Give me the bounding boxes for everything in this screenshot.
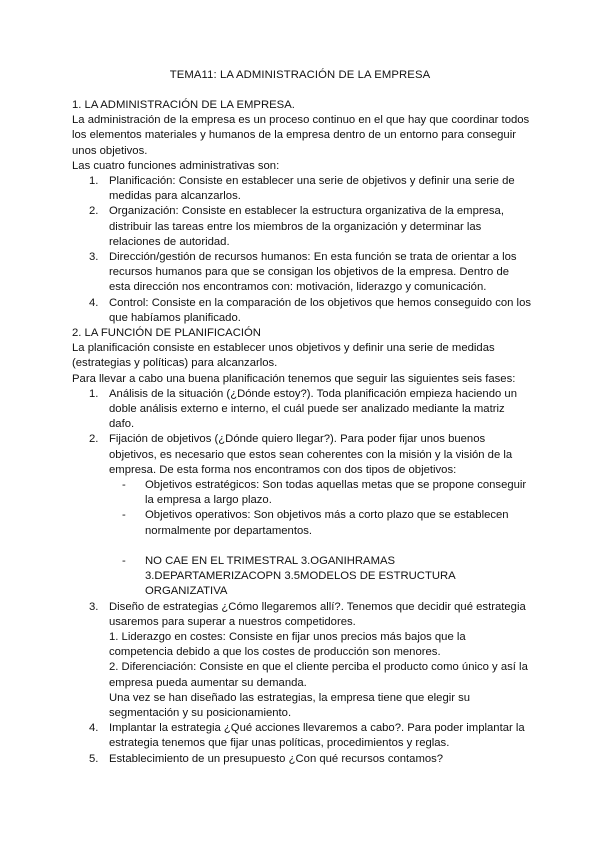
dash-bullet: -	[122, 479, 126, 492]
sub-list-item	[109, 478, 532, 508]
section-1-functions-intro: Las cuatro funciones administrativas son:	[72, 159, 280, 172]
list-item	[72, 432, 532, 599]
section-2-heading: 2. LA FUNCIÓN DE PLANIFICACIÓN	[72, 327, 261, 340]
list-number: 1.	[89, 175, 99, 188]
list-number: 5.	[89, 752, 99, 765]
section-1-list	[72, 174, 532, 326]
section-1-intro: La administración de la empresa es un proceso continuo en el que hay que coordinar todos los elementos materiales y humanos de la empresa dentro de un entorno para conseguir unos objetivos.	[72, 114, 530, 157]
sub-list-text: Objetivos estratégicos: Son todas aquellas metas que se propone conseguir la empresa a largo plazo.	[145, 479, 527, 507]
dash-bullet: -	[122, 554, 126, 567]
list-number: 3.	[89, 251, 99, 264]
list-number: 2.	[89, 433, 99, 446]
strategy-differentiation: 2. Diferenciación: Consiste en que el cliente perciba el producto como único y así la empresa pueda aumentar su demanda.	[109, 661, 528, 689]
list-item	[72, 250, 532, 296]
sub-list-item-note	[109, 554, 532, 600]
list-item	[72, 721, 532, 751]
list-number: 3.	[89, 600, 99, 613]
sub-list-item	[109, 508, 532, 538]
list-text: Implantar la estrategia ¿Qué acciones llevaremos a cabo?. Para poder implantar la estrategia tenemos que fijar unas políticas, procedimientos y reglas.	[109, 722, 525, 750]
list-item	[72, 387, 532, 433]
list-number: 4.	[89, 296, 99, 309]
list-text: Establecimiento de un presupuesto ¿Con qué recursos contamos?	[109, 752, 444, 765]
list-text: Diseño de estrategias ¿Cómo llegaremos allí?. Tenemos que decidir qué estrategia usaremos para superar a nuestros competidores.	[109, 600, 526, 628]
section-2-intro: La planificación consiste en establecer unos objetivos y definir una serie de medidas (estrategias y políticas) para alcanzarlos.	[72, 342, 495, 370]
list-number: 1.	[89, 387, 99, 400]
section-2-list	[72, 387, 532, 767]
section-1-heading: 1. LA ADMINISTRACIÓN DE LA EMPRESA.	[72, 99, 295, 111]
strategy-segmentation: Una vez se han diseñado las estrategias, la empresa tiene que elegir su segmentación y su posicionamiento.	[109, 691, 471, 719]
exam-note: NO CAE EN EL TRIMESTRAL 3.OGANIHRAMAS 3.DEPARTAMERIZACOPN 3.5MODELOS DE ESTRUCTURA ORGANIZATIVA	[145, 554, 456, 598]
list-text: Control: Consiste en la comparación de los objetivos que hemos conseguido con los que habíamos planificado.	[109, 296, 531, 324]
list-item	[72, 296, 532, 326]
list-text: Organización: Consiste en establecer la estructura organizativa de la empresa, distribuir las tareas entre los miembros de la organización y determinar las relaciones de autoridad.	[109, 205, 504, 248]
objective-types-list	[109, 478, 532, 599]
document-content	[72, 98, 532, 767]
document-title: TEMA11: LA ADMINISTRACIÓN DE LA EMPRESA	[169, 69, 431, 81]
list-text: Fijación de objetivos (¿Dónde quiero llegar?). Para poder fijar unos buenos objetivos, es necesario que estos sean coherentes con la misión y la visión de la empresa. De esta forma nos encontramos con dos tipos de objetivos:	[109, 433, 513, 476]
list-item	[72, 204, 532, 250]
list-number: 2.	[89, 205, 99, 218]
section-2-phases-intro: Para llevar a cabo una buena planificación tenemos que seguir las siguientes seis fases:	[72, 372, 516, 385]
list-number: 4.	[89, 722, 99, 735]
dash-bullet: -	[122, 509, 126, 522]
list-item	[72, 174, 532, 204]
list-item	[72, 752, 532, 767]
blank-line	[109, 539, 532, 554]
list-text: Dirección/gestión de recursos humanos: En esta función se trata de orientar a los recursos humanos para que se consigan los objetivos de la empresa. Dentro de esta dirección nos encontramos con: motivación, liderazgo y comunicación.	[109, 251, 517, 294]
list-text: Planificación: Consiste en establecer una serie de objetivos y definir una serie de medidas para alcanzarlos.	[109, 175, 515, 203]
sub-list-text: Objetivos operativos: Son objetivos más a corto plazo que se establecen normalmente por departamentos.	[145, 509, 509, 537]
strategy-cost-leadership: 1. Liderazgo en costes: Consiste en fijar unos precios más bajos que la competencia debido a que los costes de producción son menores.	[109, 630, 466, 659]
list-text: Análisis de la situación (¿Dónde estoy?). Toda planificación empieza haciendo un doble análisis externo e interno, el cuál puede ser analizado mediante la matriz dafo.	[109, 387, 517, 431]
list-item	[72, 600, 532, 722]
